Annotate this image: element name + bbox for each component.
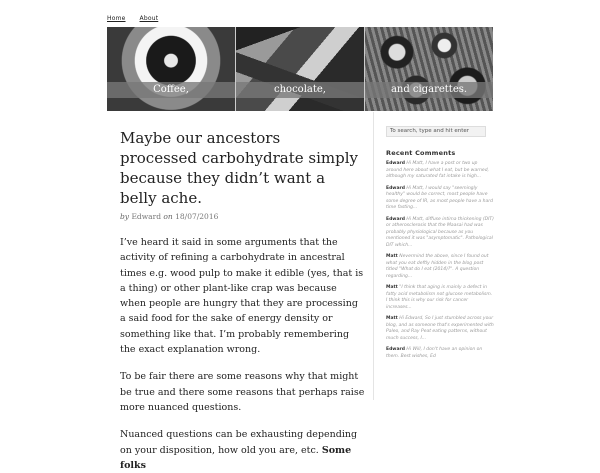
top-nav: [107, 15, 158, 22]
post-bold-text: Some folks: [120, 444, 352, 471]
comment-author-link[interactable]: Edward: [386, 216, 405, 222]
banner-coffee-image: [107, 27, 235, 111]
post-paragraph: I’ve heard it said in some arguments that the activity of refining a carbohydrate in ancestral times e.g. wood pulp to make it edible (yes, that is a thing) or other plant-like crap was because when people are hungry that they are processing a said food for the sake of energy density or something like that. I’m probably remembering the exact explanation wrong.: [120, 237, 364, 356]
banner-cigarettes-image: [364, 27, 493, 111]
post-body: [120, 235, 365, 473]
comment-excerpt-link[interactable]: Nevermind the above, since I found out what you eat deftly hidden in the blog post titled "What do I eat (2014)?". A question regarding...: [386, 254, 489, 279]
list-item: [386, 316, 494, 342]
nav-home-link[interactable]: Home: [107, 15, 126, 22]
list-item: [386, 217, 494, 250]
list-item: [386, 161, 494, 181]
banner-chocolate-image: [235, 27, 364, 111]
comment-author-link[interactable]: Matt: [386, 254, 398, 259]
comment-excerpt-link[interactable]: Hi Matt, I have a post or two up around here about what I eat, but be warned, although my saturated fat intake is high...: [386, 161, 489, 179]
list-item: [386, 254, 494, 280]
post-title[interactable]: Maybe our ancestors processed carbohydrate simply because they didn’t want a belly ache.: [120, 129, 358, 207]
comment-author-link[interactable]: Matt: [386, 316, 398, 321]
meta-by-label: by: [120, 212, 130, 221]
post-content: [107, 112, 372, 471]
banner-caption-cigarettes: and cigarettes.: [365, 82, 493, 98]
header-banner[interactable]: [107, 27, 493, 111]
search-input[interactable]: To search, type and hit enter: [386, 126, 486, 137]
post-date-link[interactable]: 18/07/2016: [175, 212, 219, 221]
comment-excerpt-link[interactable]: Hi Matt, I would say "seemingly healthy" would be correct, most people have some degree of IR, as most people have a hard time fasting...: [386, 185, 493, 210]
post-paragraph: [120, 427, 365, 473]
comment-excerpt-link[interactable]: Hi Will, I don't have an opinion on them. Best wishes, Ed: [386, 347, 483, 359]
nav-about-link[interactable]: About: [139, 15, 159, 22]
list-item: [386, 186, 494, 212]
banner-caption-chocolate: chocolate,: [236, 82, 364, 98]
banner-caption-coffee: Coffee,: [107, 82, 235, 98]
comment-author-link[interactable]: Matt: [386, 285, 398, 290]
comment-excerpt-link[interactable]: Hi Edward, So I just stumbled across your blog, and as someone that's experimented with Paleo, and Ray Peat eating patterns, without much success, I...: [386, 316, 494, 341]
comment-author-link[interactable]: Edward: [386, 161, 405, 166]
post-meta: [120, 212, 372, 221]
post-author-link[interactable]: Edward: [131, 212, 161, 221]
recent-comments-title: Recent Comments: [386, 149, 456, 157]
list-item: [386, 347, 494, 360]
comment-author-link[interactable]: Edward: [386, 347, 405, 352]
recent-comments-list: [386, 161, 494, 360]
sidebar: [386, 112, 494, 400]
list-item: [386, 285, 494, 311]
post-paragraph-text: Nuanced questions can be exhausting depending on your disposition, how old you are, etc.: [120, 429, 358, 456]
comment-excerpt-link[interactable]: "I think that aging is mainly a defect in fatty acid metabolism not glucose metabolism. I think this is why our risk for cancer increases...: [386, 285, 493, 310]
column-divider: [373, 112, 374, 400]
post-paragraph: To be fair there are some reasons why that might be true and there some reasons that perhaps raise more nuanced questions.: [120, 371, 365, 413]
comment-excerpt-link[interactable]: Hi Matt, diffuse intima thickening (DIT) or atherosclerosis that the Maasai had was probably physiological because as you mentioned it was "asymptomatic". Pathological DIT which...: [386, 216, 494, 248]
meta-on-label: on: [163, 212, 173, 221]
comment-author-link[interactable]: Edward: [386, 185, 405, 191]
